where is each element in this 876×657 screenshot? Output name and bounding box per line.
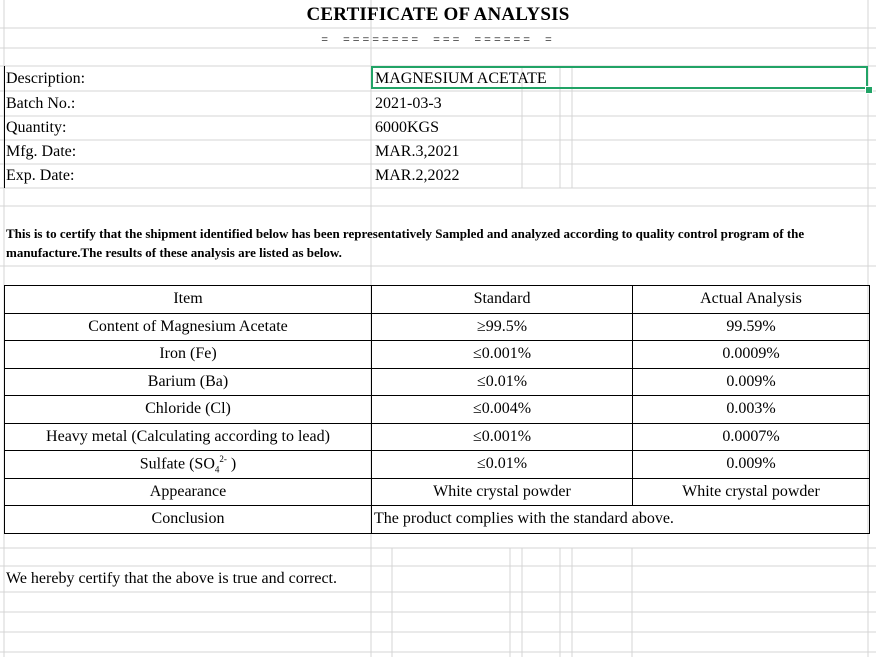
info-value-exp-date[interactable]: MAR.2,2022: [375, 167, 460, 184]
results-table: [4, 285, 870, 534]
sulfate-prefix: Sulfate (SO: [139, 455, 215, 473]
actual-cell[interactable]: White crystal powder: [633, 478, 870, 506]
actual-cell[interactable]: 0.0007%: [633, 423, 870, 451]
header-actual[interactable]: Actual Analysis: [633, 286, 870, 314]
item-cell[interactable]: Content of Magnesium Acetate: [5, 313, 372, 341]
info-label-batch: Batch No.:: [6, 95, 76, 112]
item-cell[interactable]: Barium (Ba): [5, 368, 372, 396]
sulfate-superscript: 2-: [219, 453, 227, 464]
info-value-mfg-date[interactable]: MAR.3,2021: [375, 143, 460, 160]
title-separator: = ======== === ====== =: [321, 32, 555, 46]
item-cell[interactable]: Iron (Fe): [5, 341, 372, 369]
info-value-description[interactable]: MAGNESIUM ACETATE: [375, 70, 547, 87]
header-item[interactable]: Item: [5, 286, 372, 314]
info-value-quantity[interactable]: 6000KGS: [375, 119, 440, 136]
table-row: [5, 341, 870, 369]
standard-cell[interactable]: White crystal powder: [372, 478, 633, 506]
info-label-exp-date: Exp. Date:: [6, 167, 75, 184]
header-standard[interactable]: Standard: [372, 286, 633, 314]
standard-cell[interactable]: ≤0.001%: [372, 423, 633, 451]
actual-cell[interactable]: 0.009%: [633, 368, 870, 396]
table-header-row: [5, 286, 870, 314]
conclusion-label[interactable]: Conclusion: [5, 506, 372, 534]
standard-cell[interactable]: ≥99.5%: [372, 313, 633, 341]
table-row: [5, 451, 870, 479]
actual-cell[interactable]: 99.59%: [633, 313, 870, 341]
document-title: CERTIFICATE OF ANALYSIS: [306, 4, 570, 25]
info-left-border: [4, 66, 5, 188]
conclusion-row: [5, 506, 870, 534]
info-value-batch[interactable]: 2021-03-3: [375, 95, 442, 112]
actual-cell[interactable]: 0.009%: [633, 451, 870, 479]
item-cell[interactable]: Chloride (Cl): [5, 396, 372, 424]
table-row: [5, 368, 870, 396]
table-row: [5, 478, 870, 506]
standard-cell[interactable]: ≤0.004%: [372, 396, 633, 424]
footer-certification: We hereby certify that the above is true and correct.: [6, 570, 337, 587]
sulfate-subscript: 4: [214, 464, 220, 475]
active-cell-selection[interactable]: [371, 66, 868, 89]
table-row: [5, 313, 870, 341]
item-cell[interactable]: Heavy metal (Calculating according to lead): [5, 423, 372, 451]
item-cell[interactable]: Appearance: [5, 478, 372, 506]
actual-cell[interactable]: 0.0009%: [633, 341, 870, 369]
standard-cell[interactable]: ≤0.001%: [372, 341, 633, 369]
fill-handle[interactable]: [865, 86, 873, 94]
info-label-description: Description:: [6, 70, 86, 87]
table-row: [5, 396, 870, 424]
certification-statement: This is to certify that the shipment identified below has been representatively Sampled and analyzed according to quality control program of the manufacture.The results of these analysis are listed as below.: [6, 226, 805, 260]
conclusion-text[interactable]: The product complies with the standard above.: [372, 506, 870, 534]
actual-cell[interactable]: 0.003%: [633, 396, 870, 424]
info-label-mfg-date: Mfg. Date:: [6, 143, 77, 160]
standard-cell[interactable]: ≤0.01%: [372, 368, 633, 396]
info-label-quantity: Quantity:: [6, 119, 67, 136]
sulfate-suffix: ): [226, 455, 237, 473]
item-cell[interactable]: [5, 451, 372, 479]
table-row: [5, 423, 870, 451]
standard-cell[interactable]: ≤0.01%: [372, 451, 633, 479]
